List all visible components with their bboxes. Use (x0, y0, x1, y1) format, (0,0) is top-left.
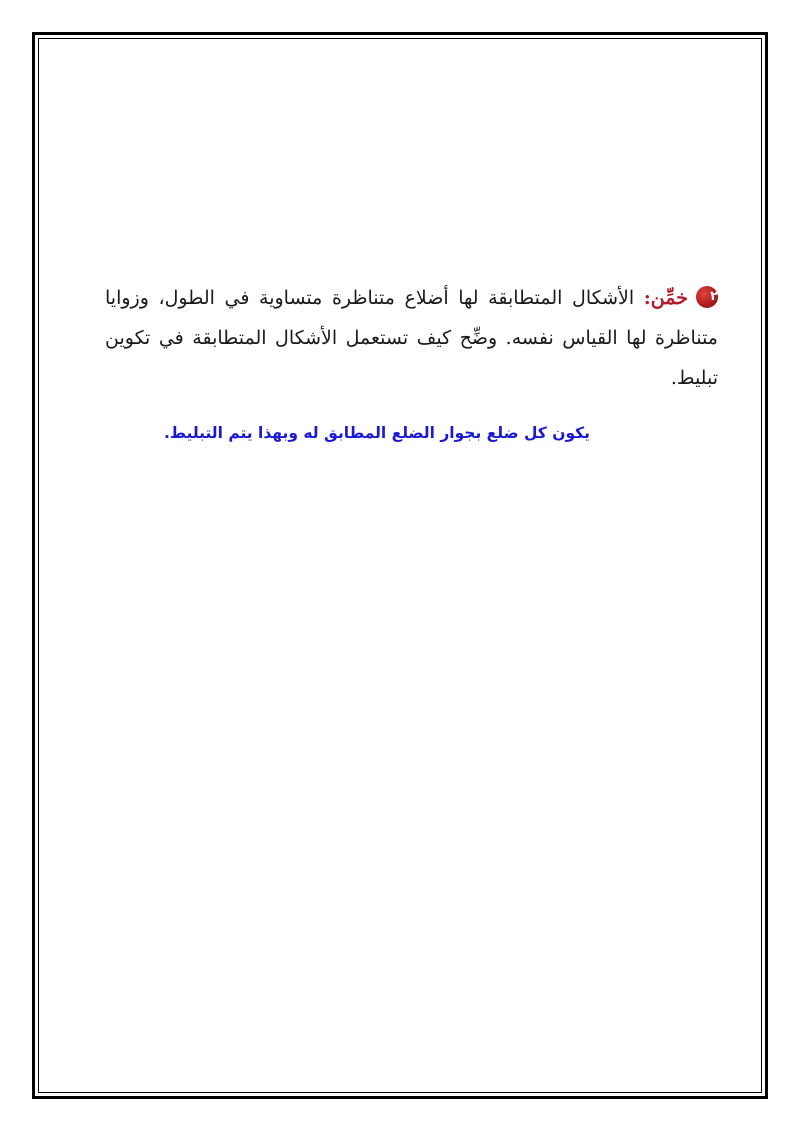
answer-text: يكون كل ضلع بجوار الضلع المطابق له وبهذا يتم التبليط. (164, 424, 590, 442)
question-paragraph (105, 278, 718, 398)
question-number-badge: ٢ (696, 286, 718, 308)
page-border-inner (38, 38, 762, 1093)
question-keyword: خمِّن: (643, 287, 688, 309)
question-text: الأشكال المتطابقة لها أضلاع متناظرة متساوية في الطول، وزوايا متناظرة لها القياس نفسه. وضِّح كيف تستعمل الأشكال المتطابقة في تكوين تبليط. (105, 287, 718, 389)
